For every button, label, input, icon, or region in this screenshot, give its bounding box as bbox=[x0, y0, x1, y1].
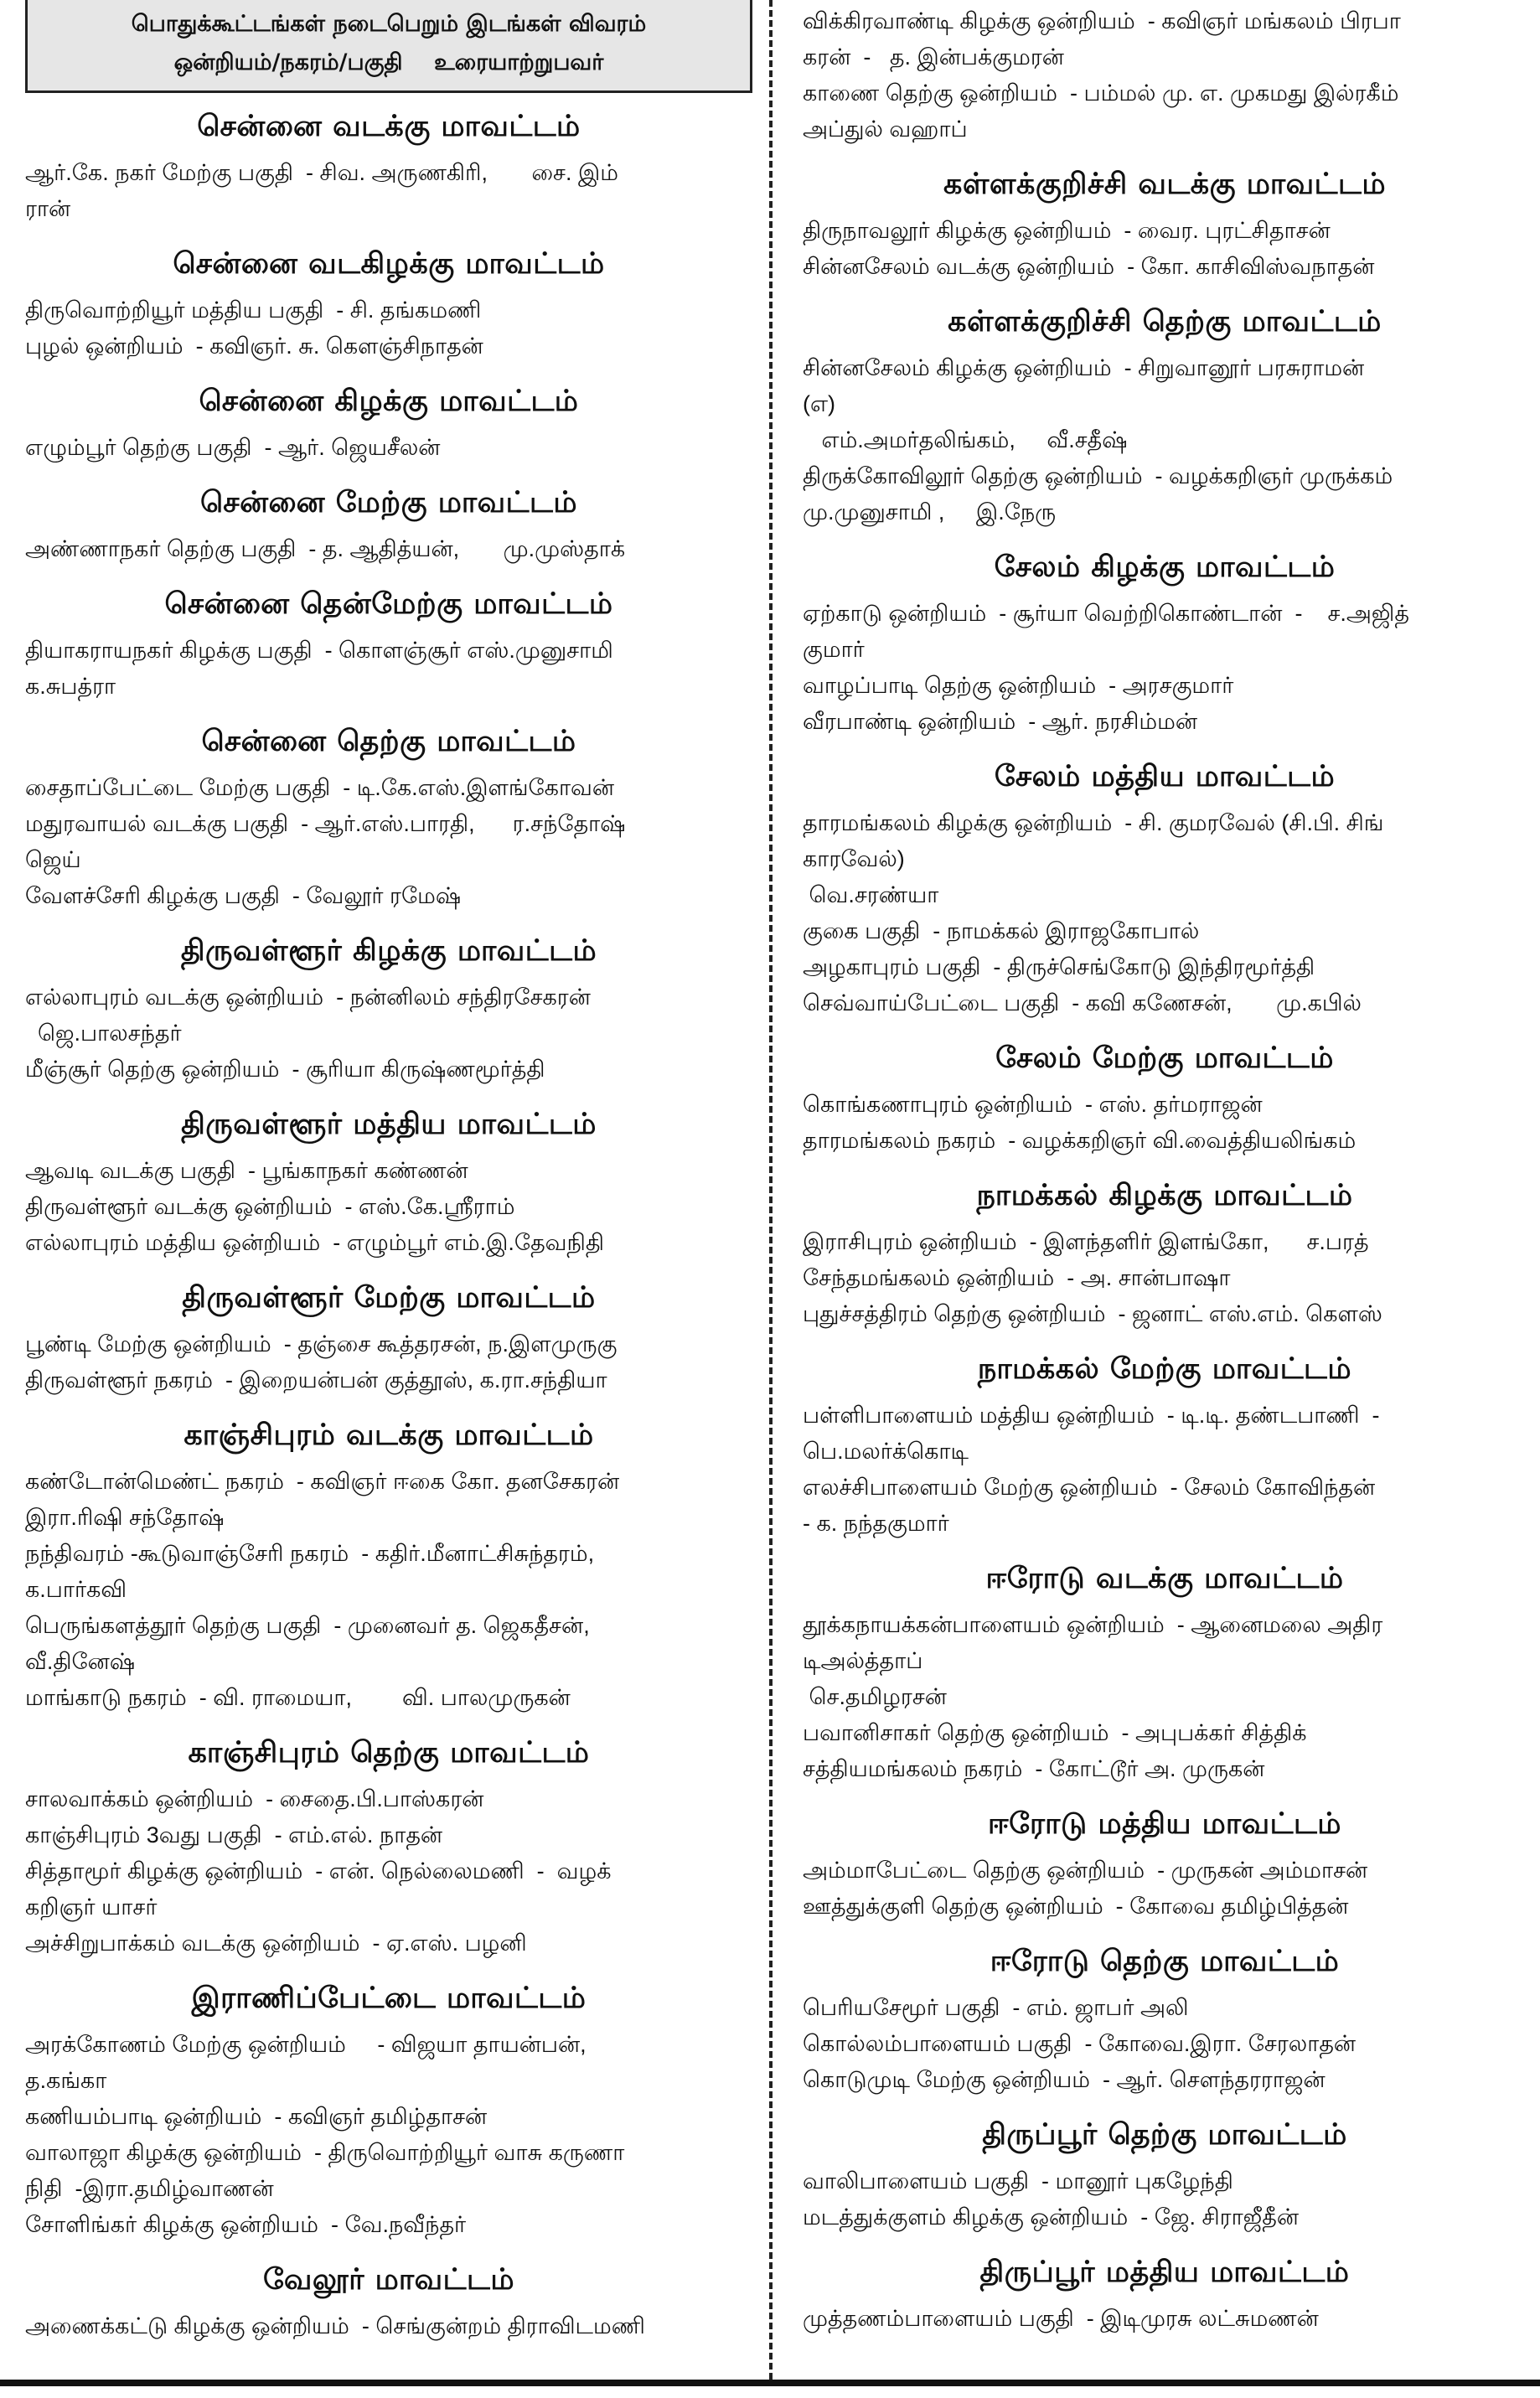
speaker-line: சத்தியமங்கலம் நகரம் - கோட்டூர் அ. முருகன் bbox=[803, 1756, 1265, 1781]
speaker-line: சின்னசேலம் வடக்கு ஒன்றியம் - கோ. காசிவிஸ்வநாதன் bbox=[803, 254, 1375, 279]
district-heading: நாமக்கல் மேற்கு மாவட்டம் bbox=[977, 1352, 1352, 1386]
speaker-line: கரன் - த. இன்பக்குமரன் bbox=[803, 44, 1064, 70]
speaker-line: அம்மாபேட்டை தெற்கு ஒன்றியம் - முருகன் அம்மாசன் bbox=[803, 1858, 1368, 1883]
district-heading: திருப்பூர் மத்திய மாவட்டம் bbox=[979, 2256, 1350, 2289]
speaker-line: மதுரவாயல் வடக்கு பகுதி - ஆர்.எஸ்.பாரதி, ர.சந்தோஷ் bbox=[25, 811, 626, 836]
speaker-line: அணைக்கட்டு கிழக்கு ஒன்றியம் - செங்குன்றம் திராவிடமணி bbox=[25, 2313, 645, 2339]
speaker-line: குகை பகுதி - நாமக்கல் இராஜகோபால் bbox=[803, 918, 1200, 943]
district-venue-list bbox=[25, 2308, 752, 2344]
speaker-line: புழல் ஒன்றியம் - கவிஞர். சு. கௌஞ்சிநாதன் bbox=[25, 333, 483, 359]
speaker-line: ரான் bbox=[25, 196, 71, 221]
speaker-line: சைதாப்பேட்டை மேற்கு பகுதி - டி.கே.எஸ்.இளங்கோவன் bbox=[25, 775, 615, 800]
speaker-line: திருநாவலூர் கிழக்கு ஒன்றியம் - வைர. புரட்சிதாசன் bbox=[803, 218, 1331, 243]
speaker-line: தியாகராயநகர் கிழக்கு பகுதி - கொளஞ்சூர் எஸ்.முனுசாமி bbox=[25, 638, 613, 663]
speaker-line: கொங்கணாபுரம் ஒன்றியம் - எஸ். தர்மராஜன் bbox=[803, 1092, 1263, 1117]
speaker-line: டிஅல்த்தாப் bbox=[803, 1648, 923, 1673]
district-heading: திருவள்ளூர் மேற்கு மாவட்டம் bbox=[182, 1281, 596, 1315]
district-venue-list bbox=[803, 1853, 1527, 1925]
district-heading: சென்னை தென்மேற்கு மாவட்டம் bbox=[164, 587, 613, 621]
speaker-line: கறிஞர் யாசர் bbox=[25, 1894, 158, 1920]
speaker-line: அச்சிறுபாக்கம் வடக்கு ஒன்றியம் - ஏ.எஸ். பழனி bbox=[25, 1930, 527, 1956]
speaker-line: வீரபாண்டி ஒன்றியம் - ஆர். நரசிம்மன் bbox=[803, 709, 1198, 734]
district-heading: சேலம் மேற்கு மாவட்டம் bbox=[995, 1041, 1334, 1075]
district-venue-list bbox=[25, 1464, 752, 1716]
speaker-line: க.பார்கவி bbox=[25, 1577, 127, 1602]
district-venue-list bbox=[803, 805, 1527, 1021]
district-heading: வேலூர் மாவட்டம் bbox=[263, 2263, 514, 2297]
district-venue-list bbox=[803, 1224, 1527, 1332]
speaker-line: காஞ்சிபுரம் 3வது பகுதி - எம்.எல். நாதன் bbox=[25, 1822, 443, 1848]
speaker-line: (எ) bbox=[803, 391, 836, 416]
speaker-line: க.சுபத்ரா bbox=[25, 674, 116, 699]
district-venue-list bbox=[803, 213, 1527, 285]
speaker-line: கொல்லம்பாளையம் பகுதி - கோவை.இரா. சேரலாதன் bbox=[803, 2031, 1357, 2056]
speaker-line: வாலிபாளையம் பகுதி - மானூர் புகழேந்தி bbox=[803, 2168, 1233, 2194]
speaker-line: எலச்சிபாளையம் மேற்கு ஒன்றியம் - சேலம் கோவிந்தன் bbox=[803, 1475, 1376, 1500]
speaker-line: எம்.அமர்தலிங்கம், வீ.சதீஷ் bbox=[803, 427, 1128, 452]
district-venue-list bbox=[25, 292, 752, 364]
speaker-line: முத்தணம்பாளையம் பகுதி - இடிமுரசு லட்சுமணன் bbox=[803, 2306, 1319, 2331]
district-venue-list bbox=[25, 770, 752, 914]
speaker-line: வாழப்பாடி தெற்கு ஒன்றியம் - அரசகுமார் bbox=[803, 673, 1234, 698]
speaker-line: அரக்கோணம் மேற்கு ஒன்றியம் - விஜயா தாயன்பன், bbox=[25, 2032, 587, 2057]
district-heading: சேலம் கிழக்கு மாவட்டம் bbox=[994, 550, 1336, 584]
district-venue-list bbox=[803, 1607, 1527, 1787]
district-heading: ஈரோடு தெற்கு மாவட்டம் bbox=[990, 1945, 1340, 1978]
district-venue-list bbox=[25, 979, 752, 1088]
right-column bbox=[778, 0, 1540, 2380]
speaker-line: ஏற்காடு ஒன்றியம் - சூர்யா வெற்றிகொண்டான் - ச.அஜித் bbox=[803, 601, 1409, 626]
speaker-line: த.கங்கா bbox=[25, 2068, 107, 2093]
speaker-line: மடத்துக்குளம் கிழக்கு ஒன்றியம் - ஜே. சிராஜீதீன் bbox=[803, 2204, 1300, 2230]
district-venue-list bbox=[25, 430, 752, 466]
speaker-line: தூக்கநாயக்கன்பாளையம் ஒன்றியம் - ஆனைமலை அதிர bbox=[803, 1612, 1383, 1637]
district-heading: திருவள்ளூர் கிழக்கு மாவட்டம் bbox=[180, 934, 597, 968]
speaker-line: வீ.தினேஷ் bbox=[25, 1649, 136, 1674]
speaker-line: பெரியசேமூர் பகுதி - எம். ஜாபர் அலி bbox=[803, 1995, 1189, 2020]
district-heading: கள்ளக்குறிச்சி தெற்கு மாவட்டம் bbox=[948, 305, 1382, 339]
speaker-line: எழும்பூர் தெற்கு பகுதி - ஆர். ஜெயசீலன் bbox=[25, 435, 441, 460]
speaker-line: இரா.ரிஷி சந்தோஷ் bbox=[25, 1505, 225, 1530]
left-column bbox=[0, 0, 764, 2380]
speaker-line: திருவள்ளூர் வடக்கு ஒன்றியம் - எஸ்.கே.ஸ்ரீராம் bbox=[25, 1194, 515, 1219]
district-venue-list bbox=[25, 1326, 752, 1398]
district-venue-list bbox=[803, 350, 1527, 530]
speaker-line: இராசிபுரம் ஒன்றியம் - இளந்தளிர் இளங்கோ, ச.பரத் bbox=[803, 1229, 1369, 1254]
speaker-line: விக்கிரவாண்டி கிழக்கு ஒன்றியம் - கவிஞர் மங்கலம் பிரபா bbox=[803, 8, 1401, 34]
speaker-line: அண்ணாநகர் தெற்கு பகுதி - த. ஆதித்யன், மு.முஸ்தாக் bbox=[25, 536, 626, 561]
speaker-line: அழகாபுரம் பகுதி - திருச்செங்கோடு இந்திரமூர்த்தி bbox=[803, 954, 1315, 979]
header-box bbox=[25, 0, 752, 93]
speaker-line: சாலவாக்கம் ஒன்றியம் - சைதை.பி.பாஸ்கரன் bbox=[25, 1786, 484, 1811]
district-venue-list bbox=[803, 2301, 1527, 2337]
district-heading: சென்னை வடகிழக்கு மாவட்டம் bbox=[173, 247, 605, 281]
speaker-line: செ.தமிழரசன் bbox=[803, 1684, 947, 1709]
speaker-line: ஆர்.கே. நகர் மேற்கு பகுதி - சிவ. அருணகிரி, சை. இம் bbox=[25, 160, 618, 185]
speaker-line: பெருங்களத்தூர் தெற்கு பகுதி - முனைவர் த. ஜெகதீசன், bbox=[25, 1613, 590, 1638]
district-heading: சென்னை வடக்கு மாவட்டம் bbox=[197, 110, 581, 143]
speaker-line: பூண்டி மேற்கு ஒன்றியம் - தஞ்சை கூத்தரசன், ந.இளமுருகு bbox=[25, 1331, 618, 1357]
speaker-line: வேளச்சேரி கிழக்கு பகுதி - வேலூர் ரமேஷ் bbox=[25, 883, 462, 908]
speaker-line: எல்லாபுரம் வடக்கு ஒன்றியம் - நன்னிலம் சந்திரசேகரன் bbox=[25, 985, 591, 1010]
header-title: பொதுக்கூட்டங்கள் நடைபெறும் இடங்கள் விவரம் bbox=[131, 11, 647, 37]
district-heading: ஈரோடு மத்திய மாவட்டம் bbox=[988, 1807, 1341, 1841]
speaker-line: காணை தெற்கு ஒன்றியம் - பம்மல் மு. எ. முகமது இல்ரகீம் bbox=[803, 80, 1399, 106]
speaker-line: சோளிங்கர் கிழக்கு ஒன்றியம் - வே.நவீந்தர் bbox=[25, 2212, 467, 2237]
speaker-line: ஊத்துக்குளி தெற்கு ஒன்றியம் - கோவை தமிழ்பித்தன் bbox=[803, 1894, 1349, 1919]
district-heading: காஞ்சிபுரம் தெற்கு மாவட்டம் bbox=[188, 1736, 590, 1770]
speaker-line: சேந்தமங்கலம் ஒன்றியம் - அ. சான்பாஷா bbox=[803, 1265, 1231, 1290]
speaker-line: நிதி -இரா.தமிழ்வாணன் bbox=[25, 2176, 274, 2201]
speaker-line: மு.முனுசாமி , இ.நேரு bbox=[803, 499, 1057, 525]
district-heading: கள்ளக்குறிச்சி வடக்கு மாவட்டம் bbox=[943, 168, 1387, 201]
continued-lines bbox=[803, 3, 1527, 147]
speaker-line: எல்லாபுரம் மத்திய ஒன்றியம் - எழும்பூர் எம்.இ.தேவநிதி bbox=[25, 1230, 604, 1255]
bottom-rule bbox=[0, 2380, 1540, 2386]
district-venue-list bbox=[803, 2163, 1527, 2235]
speaker-line: மீஞ்சூர் தெற்கு ஒன்றியம் - சூரியா கிருஷ்ணமூர்த்தி bbox=[25, 1057, 545, 1082]
district-venue-list bbox=[803, 1398, 1527, 1542]
speaker-line: திருவள்ளூர் நகரம் - இறையன்பன் குத்தூஸ், க.ரா.சந்தியா bbox=[25, 1367, 607, 1393]
right-sections bbox=[803, 163, 1527, 2337]
speaker-line: அப்துல் வஹாப் bbox=[803, 116, 968, 142]
district-heading: திருப்பூர் தெற்கு மாவட்டம் bbox=[982, 2118, 1347, 2152]
speaker-line: திருக்கோவிலூர் தெற்கு ஒன்றியம் - வழக்கறிஞர் முருக்கம் bbox=[803, 463, 1393, 488]
district-venue-list bbox=[25, 1781, 752, 1961]
district-venue-list bbox=[25, 633, 752, 705]
district-heading: காஞ்சிபுரம் வடக்கு மாவட்டம் bbox=[183, 1419, 594, 1452]
speaker-line: தாரமங்கலம் நகரம் - வழக்கறிஞர் வி.வைத்தியலிங்கம் bbox=[803, 1128, 1357, 1153]
speaker-line: திருவொற்றியூர் மத்திய பகுதி - சி. தங்கமணி bbox=[25, 297, 482, 323]
left-sections bbox=[25, 105, 752, 2344]
speaker-line: வெ.சரண்யா bbox=[803, 882, 939, 907]
speaker-line: கொடுமுடி மேற்கு ஒன்றியம் - ஆர். சௌந்தரராஜன் bbox=[803, 2067, 1326, 2092]
speaker-line: நந்திவரம் -கூடுவாஞ்சேரி நகரம் - கதிர்.மீனாட்சிசுந்தரம், bbox=[25, 1541, 595, 1566]
district-heading: இராணிப்பேட்டை மாவட்டம் bbox=[191, 1982, 587, 2015]
district-venue-list bbox=[803, 1087, 1527, 1159]
speaker-line: பள்ளிபாளையம் மத்திய ஒன்றியம் - டி.டி. தண்டபாணி - bbox=[803, 1403, 1380, 1428]
speaker-line: சித்தாமூர் கிழக்கு ஒன்றியம் - என். நெல்லைமணி - வழக் bbox=[25, 1858, 612, 1884]
district-venue-list bbox=[25, 531, 752, 567]
speaker-line: பெ.மலர்க்கொடி bbox=[803, 1439, 969, 1464]
speaker-line: காரவேல்) bbox=[803, 846, 905, 871]
district-heading: திருவள்ளூர் மத்திய மாவட்டம் bbox=[181, 1108, 597, 1141]
district-heading: சேலம் மத்திய மாவட்டம் bbox=[994, 760, 1336, 793]
district-heading: நாமக்கல் கிழக்கு மாவட்டம் bbox=[976, 1179, 1353, 1212]
district-heading: சென்னை கிழக்கு மாவட்டம் bbox=[199, 385, 579, 418]
district-heading: சென்னை தெற்கு மாவட்டம் bbox=[201, 725, 576, 758]
district-heading: சென்னை மேற்கு மாவட்டம் bbox=[199, 486, 578, 519]
district-venue-list bbox=[25, 155, 752, 227]
district-venue-list bbox=[25, 1153, 752, 1261]
speaker-line: செவ்வாய்பேட்டை பகுதி - கவி கணேசன், மு.கபில் bbox=[803, 990, 1362, 1016]
speaker-line: - க. நந்தகுமார் bbox=[803, 1511, 949, 1536]
speaker-line: மாங்காடு நகரம் - வி. ராமையா, வி. பாலமுருகன் bbox=[25, 1685, 571, 1710]
header-subtitle: ஒன்றியம்/நகரம்/பகுதி உரையாற்றுபவர் bbox=[173, 49, 604, 75]
speaker-line: கண்டோன்மெண்ட் நகரம் - கவிஞர் ஈகை கோ. தனசேகரன் bbox=[25, 1469, 620, 1494]
speaker-line: தாரமங்கலம் கிழக்கு ஒன்றியம் - சி. குமரவேல் (சி.பி. சிங் bbox=[803, 810, 1384, 835]
speaker-line: புதுச்சத்திரம் தெற்கு ஒன்றியம் - ஜனாட் எஸ்.எம். கௌஸ் bbox=[803, 1301, 1382, 1326]
speaker-line: வாலாஜா கிழக்கு ஒன்றியம் - திருவொற்றியூர் வாசு கருணா bbox=[25, 2140, 625, 2165]
district-venue-list bbox=[803, 596, 1527, 740]
column-divider bbox=[769, 0, 773, 2380]
district-venue-list bbox=[25, 2027, 752, 2243]
speaker-line: குமார் bbox=[803, 637, 865, 662]
speaker-line: ஜெ.பாலசந்தர் bbox=[25, 1021, 182, 1046]
speaker-line: ஜெய் bbox=[25, 847, 81, 872]
speaker-line: பவானிசாகர் தெற்கு ஒன்றியம் - அபுபக்கர் சித்திக் bbox=[803, 1720, 1307, 1745]
speaker-line: சின்னசேலம் கிழக்கு ஒன்றியம் - சிறுவானூர் பரசுராமன் bbox=[803, 355, 1365, 380]
district-venue-list bbox=[803, 1990, 1527, 2098]
district-heading: ஈரோடு வடக்கு மாவட்டம் bbox=[985, 1562, 1344, 1595]
speaker-line: கணியம்பாடி ஒன்றியம் - கவிஞர் தமிழ்தாசன் bbox=[25, 2104, 488, 2129]
speaker-line: ஆவடி வடக்கு பகுதி - பூங்காநகர் கண்ணன் bbox=[25, 1158, 468, 1183]
